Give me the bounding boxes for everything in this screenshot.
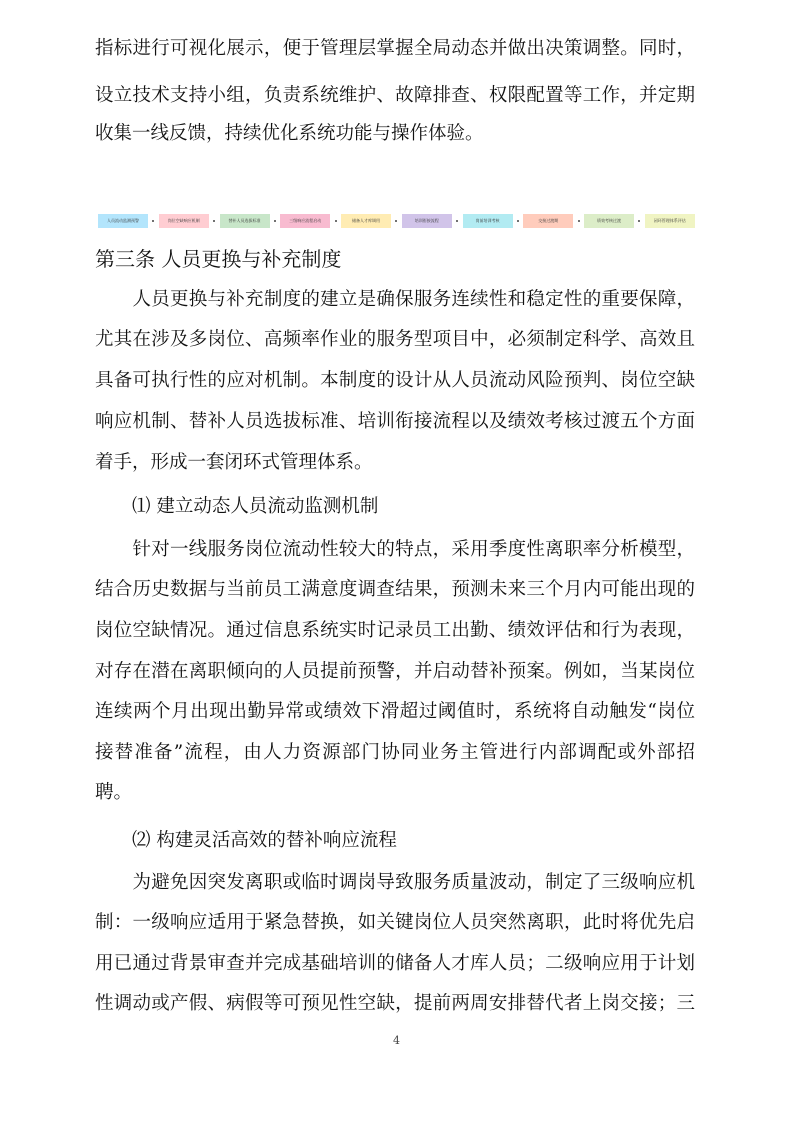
text-line: 收集一线反馈，持续优化系统功能与操作体验。 [95, 123, 484, 144]
flow-step-box: 绩效考核过渡 [584, 214, 634, 228]
flow-connector [152, 220, 154, 222]
text-line: 尤其在涉及多岗位、高频率作业的服务型项目中，必须制定科学、高效且 [95, 329, 695, 350]
flow-connector [213, 220, 215, 222]
flow-step-box: 岗前培训考核 [463, 214, 513, 228]
text-line: 人员更换与补充制度的建立是确保服务连续性和稳定性的重要保障， [95, 289, 695, 310]
subheading: ⑴ 建立动态人员流动监测机制 [95, 496, 379, 517]
text-line: 为避免因突发离职或临时调岗导致服务质量波动，制定了三级响应机 [95, 872, 695, 893]
text-line: 指标进行可视化展示，便于管理层掌握全局动态并做出决策调整。同时， [95, 38, 695, 59]
text-line: 具备可执行性的应对机制。本制度的设计从人员流动风险预判、岗位空缺 [95, 370, 695, 391]
text-line: 制：一级响应适用于紧急替换，如关键岗位人员突然离职，此时将优先启 [95, 912, 695, 933]
flow-connector [335, 220, 337, 222]
text-line: 对存在潜在离职倾向的人员提前预警，并启动替补预案。例如，当某岗位 [95, 661, 695, 682]
flow-step-box: 闭环管理体系评估 [645, 214, 695, 228]
flow-step-box: 三级响应流程启动 [280, 214, 330, 228]
text-line: 着手，形成一套闭环式管理体系。 [95, 452, 373, 473]
text-line: 针对一线服务岗位流动性较大的特点，采用季度性离职率分析模型， [95, 539, 695, 560]
text-line: 接替准备”流程，由人力资源部门协同业务主管进行内部调配或外部招 [95, 742, 695, 763]
text-line: 性调动或产假、病假等可预见性空缺，提前两周安排替代者上岗交接；三 [95, 993, 695, 1014]
process-flow-diagram [98, 214, 695, 228]
flow-connector [395, 220, 397, 222]
flow-connector [517, 220, 519, 222]
text-line: 聘。 [95, 782, 133, 803]
flow-connector [638, 220, 640, 222]
text-line: 连续两个月出现出勤异常或绩效下滑超过阈值时，系统将自动触发“岗位 [95, 701, 695, 722]
flow-connector [456, 220, 458, 222]
flow-step-box: 交接过渡期 [523, 214, 573, 228]
text-line: 设立技术支持小组，负责系统维护、故障排查、权限配置等工作，并定期 [95, 85, 695, 106]
flow-step-box: 培训衔接流程 [402, 214, 452, 228]
text-line: 岗位空缺情况。通过信息系统实时记录员工出勤、绩效评估和行为表现， [95, 620, 695, 641]
flow-connector [274, 220, 276, 222]
flow-step-box: 替补人员选拔标准 [220, 214, 270, 228]
flow-step-box: 储备人才库调用 [341, 214, 391, 228]
text-line: 响应机制、替补人员选拔标准、培训衔接流程以及绩效考核过渡五个方面 [95, 411, 695, 432]
flow-step-box: 岗位空缺响应机制 [159, 214, 209, 228]
subheading: ⑵ 构建灵活高效的替补响应流程 [95, 830, 397, 851]
section-title: 第三条 人员更换与补充制度 [95, 247, 342, 271]
text-line: 用已通过背景审查并完成基础培训的储备人才库人员；二级响应用于计划 [95, 953, 695, 974]
page-number: 4 [393, 1034, 400, 1047]
flow-connector [578, 220, 580, 222]
text-line: 结合历史数据与当前员工满意度调查结果，预测未来三个月内可能出现的 [95, 579, 695, 600]
flow-step-box: 人员流动监测预警 [98, 214, 148, 228]
